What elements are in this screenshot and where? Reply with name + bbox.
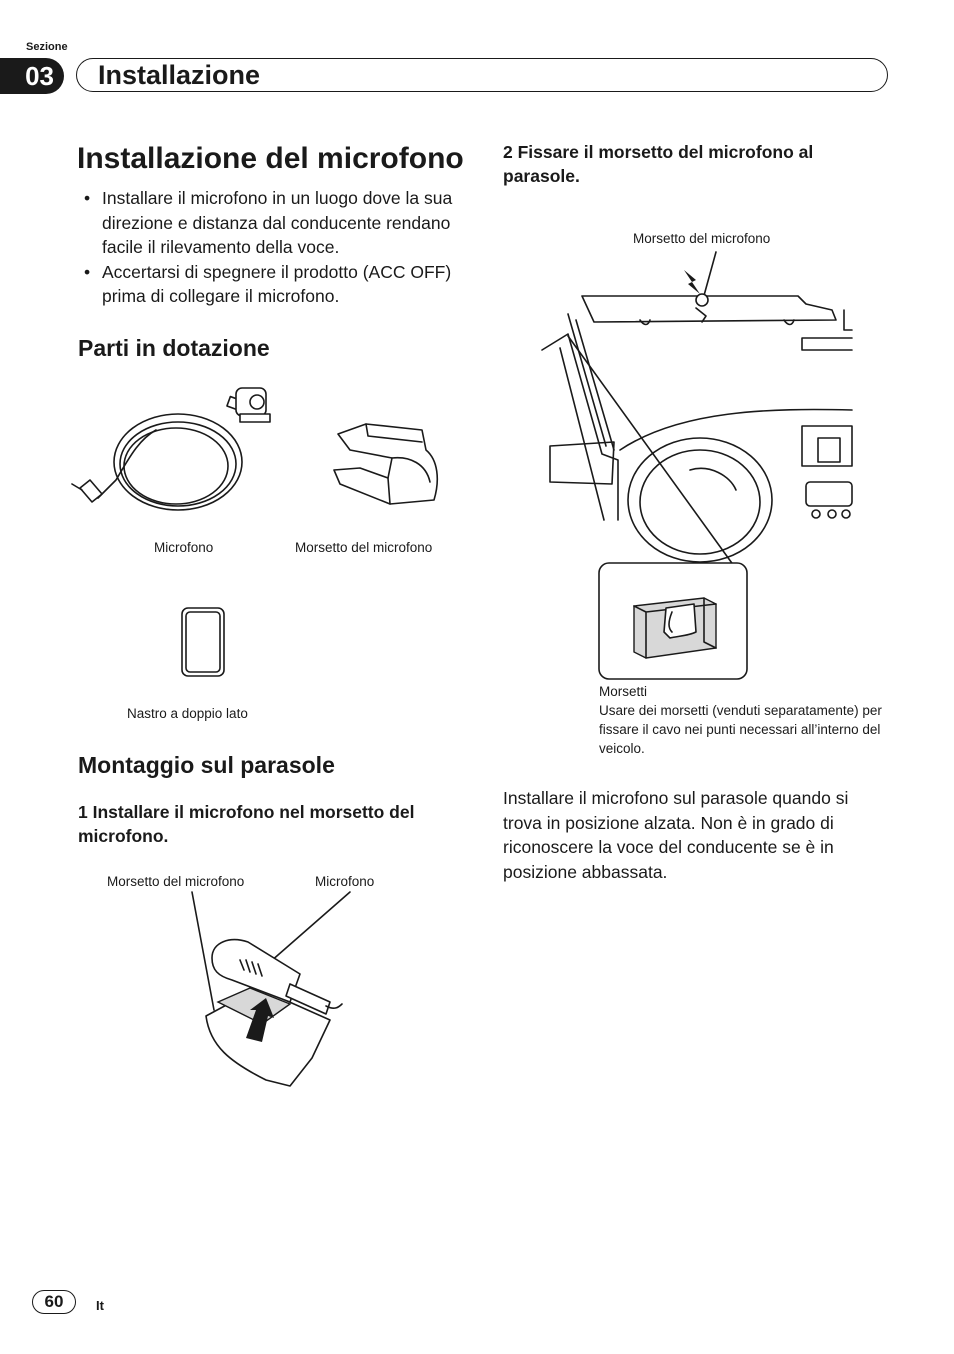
clamp-caption: Morsetto del microfono bbox=[295, 540, 433, 555]
step1-mic-label: Microfono bbox=[315, 874, 375, 889]
clamp-illustration bbox=[330, 420, 442, 510]
bullet-item: • Accertarsi di spegnere il prodotto (ACC OFF) prima di collegare il microfono. bbox=[80, 260, 470, 309]
section-title: Installazione bbox=[98, 60, 261, 90]
microphone-illustration bbox=[68, 380, 278, 520]
intro-bullet-list bbox=[80, 186, 470, 309]
clip-illustration bbox=[598, 562, 748, 680]
mounting-heading: Montaggio sul parasole bbox=[78, 752, 335, 778]
page-number: 60 bbox=[32, 1290, 76, 1314]
tape-illustration bbox=[180, 606, 228, 678]
bullet-item: • Installare il microfono in un luogo dove la sua direzione e distanza dal conducente rendano facile il rilevamento della voce. bbox=[80, 186, 470, 260]
step-2: 2 Fissare il morsetto del microfono al parasole. bbox=[503, 142, 814, 186]
clips-note: Usare dei morsetti (venduti separatamente) per fissare il cavo nei punti necessari all’interno del veicolo. bbox=[599, 703, 882, 756]
microphone-caption: Microfono bbox=[154, 540, 214, 555]
tape-caption: Nastro a doppio lato bbox=[127, 706, 248, 721]
parts-heading: Parti in dotazione bbox=[78, 335, 270, 361]
sun-visor-illustration bbox=[540, 250, 852, 522]
clips-title: Morsetti bbox=[599, 684, 648, 699]
section-number-badge: 03 bbox=[0, 58, 64, 94]
visor-note: Installare il microfono sul parasole quando si trova in posizione alzata. Non è in grado di riconoscere la voce del conducente se è in posizione abbassata. bbox=[503, 788, 849, 882]
step-1: 1 Installare il microfono nel morsetto del microfono. bbox=[78, 802, 415, 846]
step2-clamp-label: Morsetto del microfono bbox=[633, 231, 771, 246]
step1-clamp-label: Morsetto del microfono bbox=[107, 874, 245, 889]
mic-in-clamp-illustration bbox=[190, 890, 350, 1095]
sezione-label: Sezione bbox=[26, 41, 68, 53]
page-title: Installazione del microfono bbox=[77, 142, 464, 175]
language-code: It bbox=[96, 1298, 104, 1313]
